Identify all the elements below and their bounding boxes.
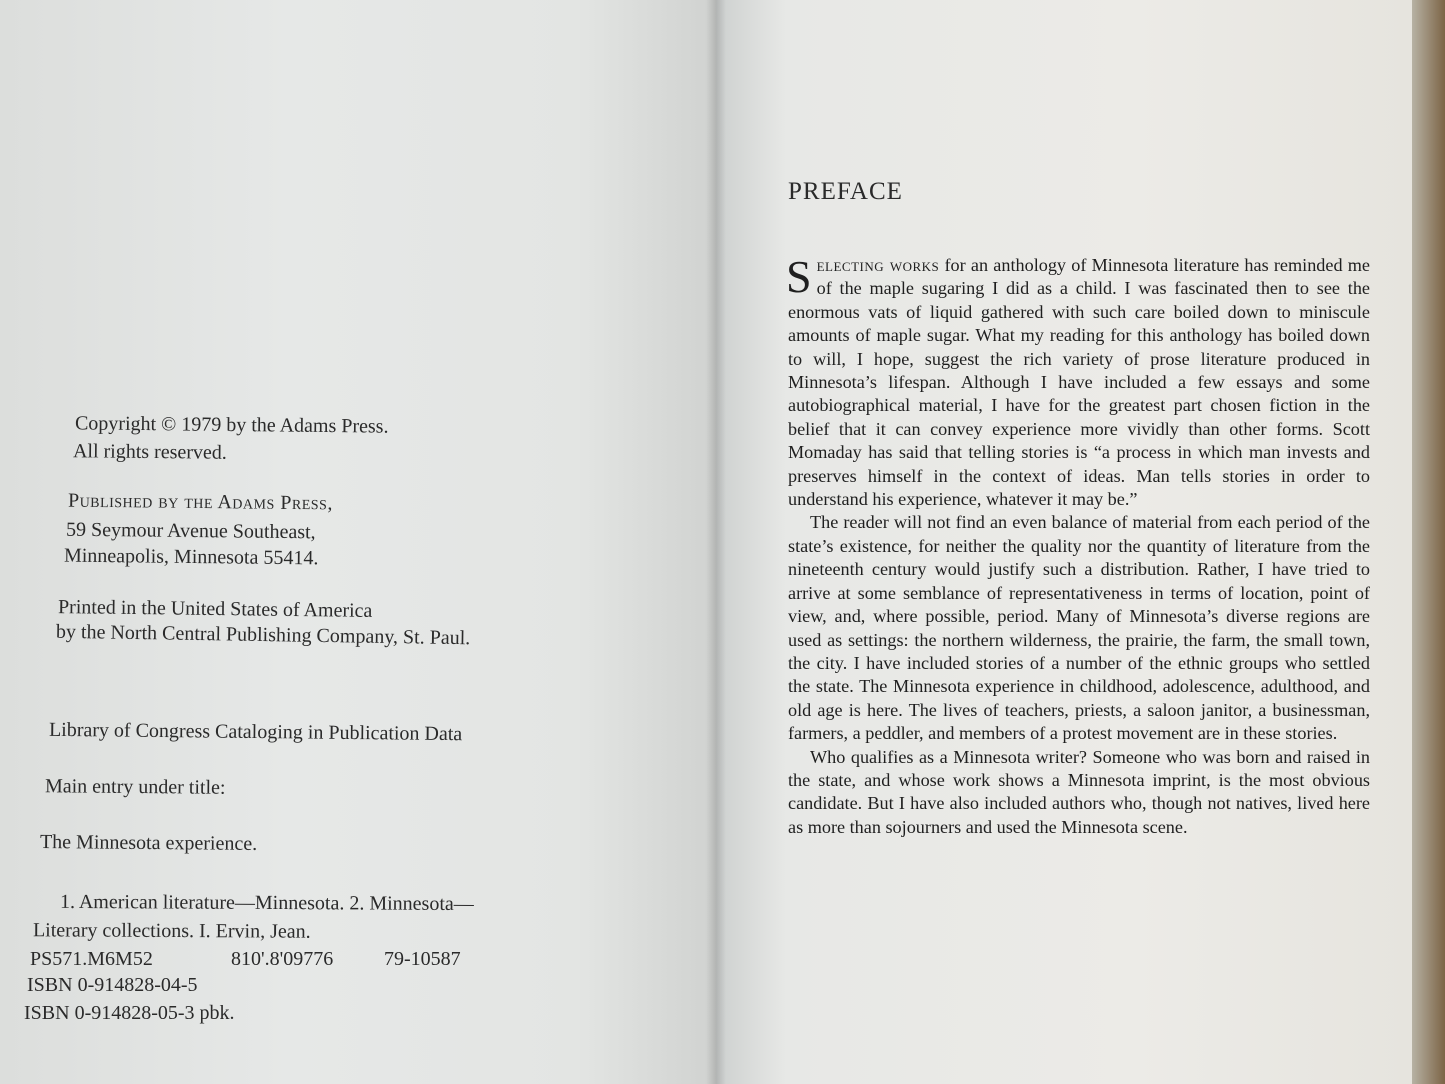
preface-text: [786, 251, 1370, 839]
address-street: 59 Seymour Avenue Southeast,: [65, 518, 316, 544]
book-gutter: [706, 0, 726, 1084]
cip-heading: Library of Congress Cataloging in Publication Data: [48, 718, 463, 746]
table-surface: [1412, 0, 1445, 1084]
call-number: PS571.M6M52: [30, 948, 153, 970]
copyright-line: Copyright © 1979 by the Adams Press.: [74, 412, 389, 438]
isbn-cloth: ISBN 0-914828-04-5: [27, 974, 198, 996]
printer-line: by the North Central Publishing Company, St. Paul.: [55, 620, 471, 650]
preface-title: PREFACE: [788, 178, 903, 205]
lead-in-small-caps: electing works: [816, 255, 940, 275]
printed-in-line: Printed in the United States of America: [57, 596, 373, 622]
main-entry-line: Main entry under title:: [44, 775, 226, 799]
copyright-page: [0, 0, 700, 1084]
drop-cap: S: [786, 251, 812, 302]
address-city: Minneapolis, Minnesota 55414.: [63, 544, 319, 570]
rights-line: All rights reserved.: [72, 440, 227, 464]
publisher-line: Published by the Adams Press,: [67, 489, 333, 515]
subjects-line-2: Literary collections. I. Ervin, Jean.: [32, 919, 311, 943]
preface-paragraph-1: [786, 251, 1370, 511]
book-title-entry: The Minnesota experience.: [39, 831, 258, 855]
subjects-line-1: 1. American literature—Minnesota. 2. Minnesota—: [59, 890, 474, 916]
paragraph-1-text: for an anthology of Minnesota literature has reminded me of the maple sugaring I did as a child. I was fascinated then to see the enormous vats of liquid gathered with such care boiled down to miniscule amounts of maple sugar. What my reading for this anthology has boiled down to will, I hope, suggest the rich variety of prose literature produced in Minnesota’s lifespan. Although I have included a few essays and some autobiographical material, I have for the greatest part chosen fiction in the belief that it can convey experience more vividly than other forms. Scott Momaday has said that telling stories is “a process in which man invests and preserves himself in the context of ideas. Man tells stories in order to understand his experience, whatever it may be.”: [788, 255, 1370, 510]
preface-paragraph-2: The reader will not find an even balance of material from each period of the state’s existence, for neither the quality nor the quantity of literature from the nineteenth century would justify such a distribution. Rather, I have tried to arrive at some semblance of representativeness in terms of location, point of view, and, where possible, period. Many of Minnesota’s diverse regions are used as settings: the northern wilderness, the prairie, the farm, the small town, the city. I have included stories of a number of the ethnic groups who settled the state. The Minnesota experience in childhood, adolescence, adulthood, and old age is here. The lives of teachers, priests, a saloon janitor, a businessman, farmers, a peddler, and members of a protest movement are in these stories.: [788, 512, 1370, 744]
dewey-number: 810'.8'09776: [231, 948, 334, 970]
isbn-paperback: ISBN 0-914828-05-3 pbk.: [24, 1002, 235, 1024]
lccn: 79-10587: [384, 948, 461, 970]
preface-paragraph-3: Who qualifies as a Minnesota writer? Someone who was born and raised in the state, and whose work shows a Minnesota imprint, is the most obvious candidate. But I have also included authors who, though not natives, lived here as more than sojourners and used the Minnesota scene.: [788, 746, 1370, 837]
